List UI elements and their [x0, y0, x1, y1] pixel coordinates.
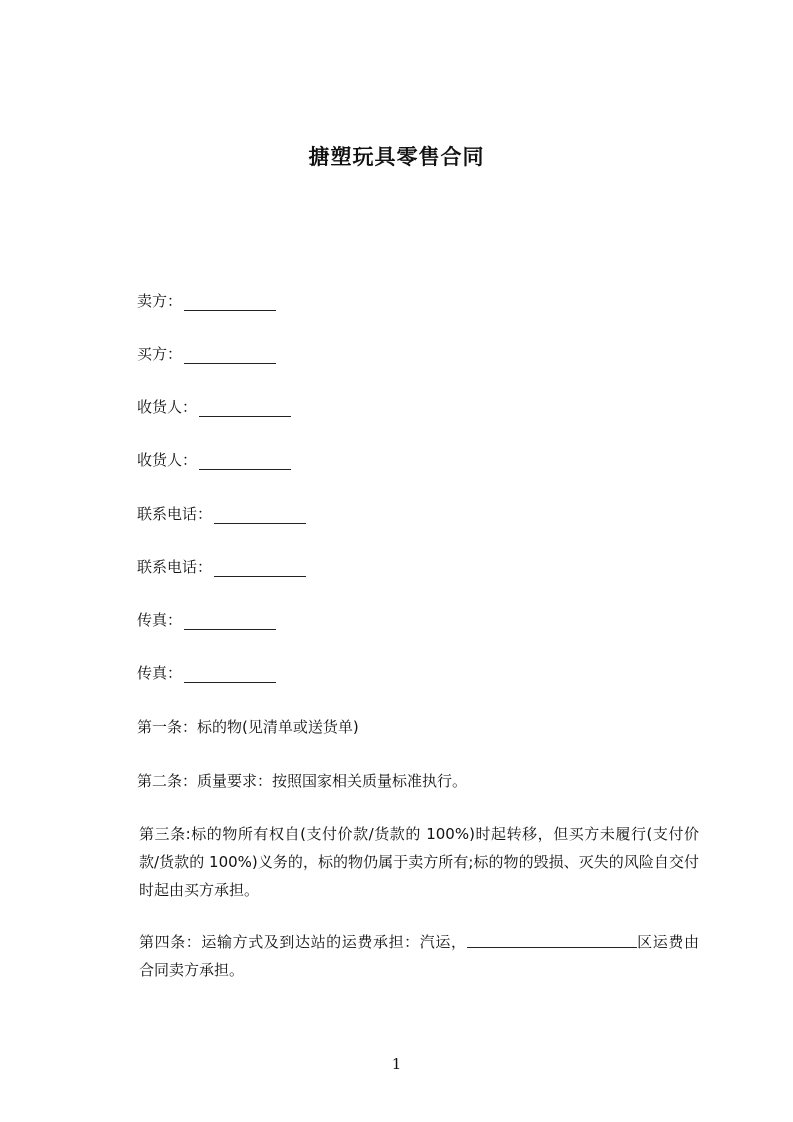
phone-label-2: 联系电话： — [137, 558, 213, 576]
fax-label-2: 传真： — [137, 664, 183, 682]
page-number: 1 — [391, 1055, 402, 1073]
clause-4-before: 第四条：运输方式及到达站的运费承担：汽运， — [139, 933, 467, 951]
fax-field-1 — [137, 610, 276, 630]
buyer-label: 买方： — [137, 345, 183, 363]
clause-4-text — [105, 928, 699, 984]
freight-blank[interactable] — [467, 932, 637, 948]
buyer-field — [137, 344, 276, 364]
clause-2: 第二条：质量要求：按照国家相关质量标准执行。 — [137, 772, 468, 790]
document-title: 搪塑玩具零售合同 — [308, 145, 485, 169]
clause-3-text: 第三条:标的物所有权自(支付价款/货款的 100%)时起转移，但买方未履行(支付价款/货款的 100%)义务的，标的物仍属于卖方所有;标的物的毁损、灭失的风险自交付时起由买方承担。 — [139, 825, 699, 899]
seller-blank[interactable] — [184, 295, 276, 311]
buyer-blank[interactable] — [184, 348, 276, 364]
consignee-field-1 — [137, 397, 291, 417]
fax-field-2 — [137, 663, 276, 683]
seller-field — [137, 291, 276, 311]
fax-label-1: 传真： — [137, 611, 183, 629]
clause-1: 第一条：标的物(见清单或送货单) — [137, 718, 359, 736]
phone-blank-2[interactable] — [214, 561, 306, 577]
fax-blank-2[interactable] — [184, 667, 276, 683]
clause-4 — [105, 928, 699, 984]
phone-field-2 — [137, 557, 306, 577]
phone-blank-1[interactable] — [214, 508, 306, 524]
seller-label: 卖方： — [137, 292, 183, 310]
consignee-blank-2[interactable] — [199, 454, 291, 470]
phone-label-1: 联系电话： — [137, 505, 213, 523]
consignee-field-2 — [137, 450, 291, 470]
clause-4-after: 区运费由合同卖方承担。 — [139, 933, 699, 979]
consignee-blank-1[interactable] — [199, 401, 291, 417]
phone-field-1 — [137, 504, 306, 524]
consignee-label-1: 收货人： — [137, 398, 198, 416]
fax-blank-1[interactable] — [184, 614, 276, 630]
consignee-label-2: 收货人： — [137, 451, 198, 469]
clause-3 — [105, 820, 699, 904]
